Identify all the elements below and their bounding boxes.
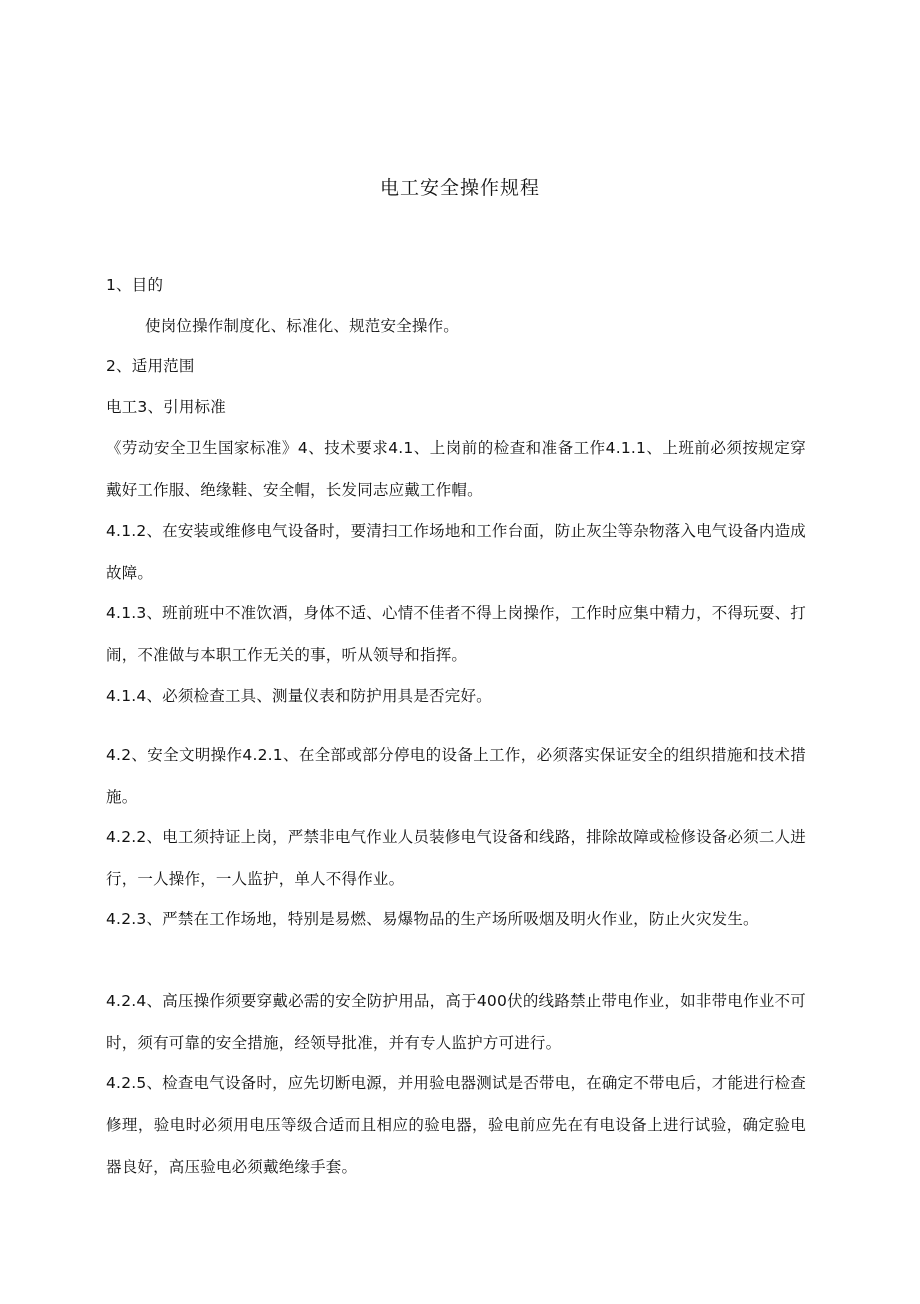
paragraph-4-1-1: 《劳动安全卫生国家标准》4、技术要求4.1、上岗前的检查和准备工作4.1.1、上班前必须按规定穿戴好工作服、绝缘鞋、安全帽，长发同志应戴工作帽。: [106, 439, 806, 499]
paragraph-4-2-4: 4.2.4、高压操作须要穿戴必需的安全防护用品，高于400伏的线路禁止带电作业，如非带电作业不可时，须有可靠的安全措施，经领导批准，并有专人监护方可进行。: [106, 992, 806, 1052]
section-heading-purpose: 1、目的: [106, 276, 164, 294]
paragraph-purpose-text: 使岗位操作制度化、标准化、规范安全操作。: [145, 317, 460, 335]
paragraph-4-2-5: 4.2.5、检查电气设备时，应先切断电源，并用验电器测试是否带电，在确定不带电后，才能进行检查修理，验电时必须用电压等级合适而且相应的验电器，验电前应先在有电设备上进行试验，确定验电器良好，高压验电必须戴绝缘手套。: [106, 1074, 806, 1176]
paragraph-scope-standards: 电工3、引用标准: [106, 398, 226, 416]
paragraph-4-1-2: 4.1.2、在安装或维修电气设备时，要清扫工作场地和工作台面，防止灰尘等杂物落入电气设备内造成故障。: [106, 522, 806, 582]
document-title: 电工安全操作规程: [379, 177, 540, 199]
paragraph-4-1-4: 4.1.4、必须检查工具、测量仪表和防护用具是否完好。: [106, 687, 492, 705]
paragraph-4-1-3: 4.1.3、班前班中不准饮酒，身体不适、心情不佳者不得上岗操作，工作时应集中精力，不得玩耍、打闹，不准做与本职工作无关的事，听从领导和指挥。: [106, 604, 806, 664]
paragraph-4-2-2: 4.2.2、电工须持证上岗，严禁非电气作业人员装修电气设备和线路，排除故障或检修设备必须二人进行，一人操作，一人监护，单人不得作业。: [106, 828, 806, 888]
paragraph-4-2-1: 4.2、安全文明操作4.2.1、在全部或部分停电的设备上工作，必须落实保证安全的组织措施和技术措施。: [106, 746, 806, 806]
paragraph-4-2-3: 4.2.3、严禁在工作场地，特别是易燃、易爆物品的生产场所吸烟及明火作业，防止火灾发生。: [106, 910, 759, 928]
section-heading-scope: 2、适用范围: [106, 357, 195, 375]
